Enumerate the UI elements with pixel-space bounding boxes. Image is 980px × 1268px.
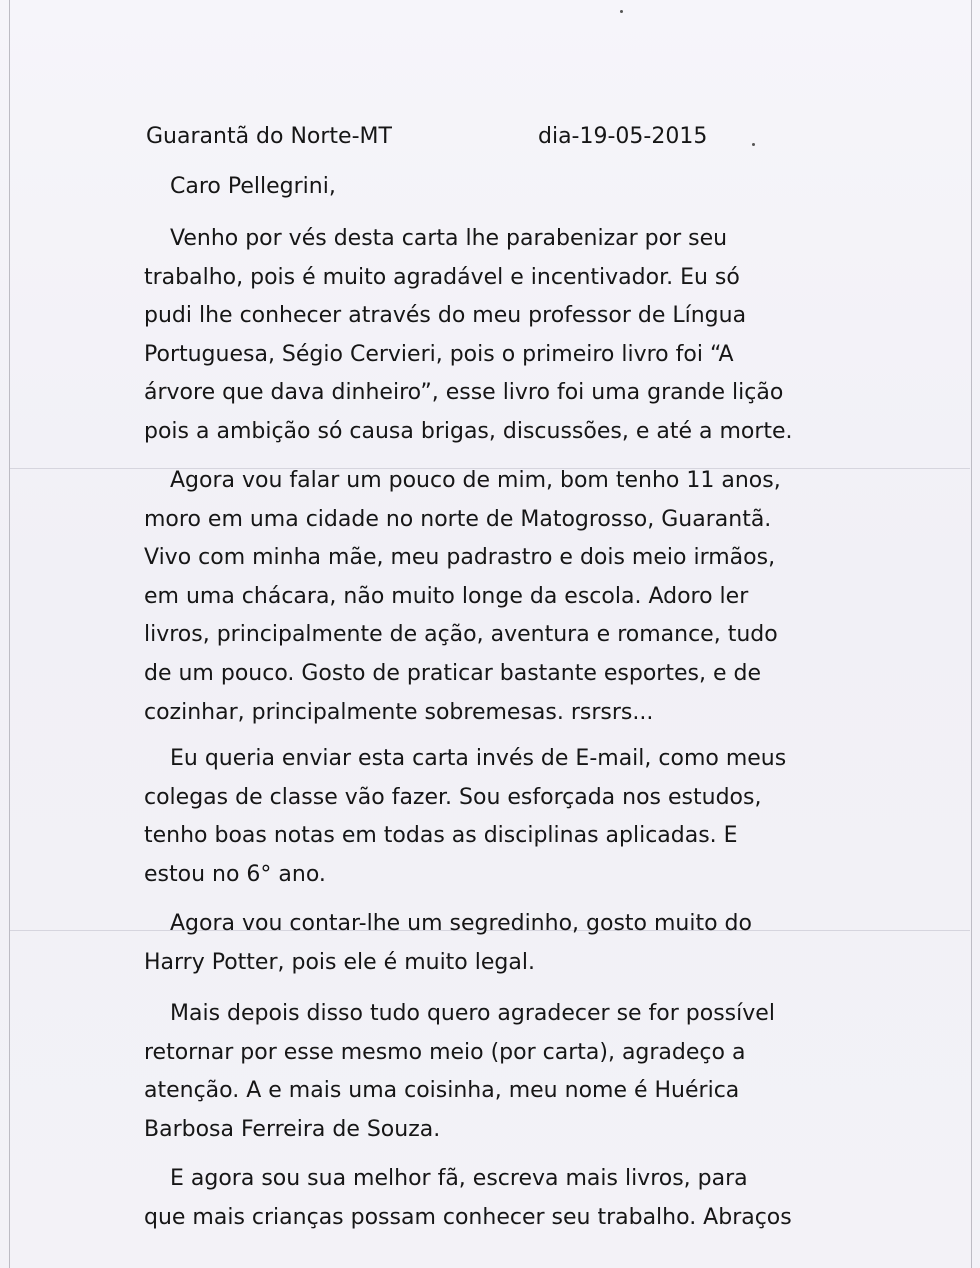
page-right-edge (971, 0, 972, 1268)
text-line: colegas de classe vão fazer. Sou esforçada nos estudos, (144, 784, 762, 810)
text-line: estou no 6° ano. (144, 861, 326, 887)
text-line: Agora vou falar um pouco de mim, bom tenho 11 anos, (170, 468, 781, 493)
paper-speck (752, 143, 755, 146)
page-left-edge (9, 0, 10, 1268)
letter-salutation: Caro Pellegrini, (170, 174, 336, 199)
letter-paragraph (144, 220, 834, 452)
text-line: em uma chácara, não muito longe da escola. Adoro ler (144, 583, 749, 609)
text-line: retornar por esse mesmo meio (por carta), agradeço a (144, 1039, 746, 1065)
text-line: Barbosa Ferreira de Souza. (144, 1116, 441, 1142)
letter-date: dia-19-05-2015 (538, 124, 708, 149)
paper-speck (620, 10, 623, 13)
text-line: Venho por vés desta carta lhe parabenizar por seu (170, 226, 728, 251)
text-line: livros, principalmente de ação, aventura e romance, tudo (144, 622, 778, 648)
text-line: E agora sou sua melhor fã, escreva mais livros, para (170, 1166, 748, 1191)
text-line: Portuguesa, Ségio Cervieri, pois o primeiro livro foi “A (144, 341, 734, 367)
text-line: Agora vou contar-lhe um segredinho, gosto muito do (170, 911, 752, 936)
text-line: atenção. A e mais uma coisinha, meu nome é Huérica (144, 1078, 740, 1104)
letter-paragraph (144, 462, 834, 732)
text-line: árvore que dava dinheiro”, esse livro foi uma grande lição (144, 380, 784, 406)
text-line: pois a ambição só causa brigas, discussões, e até a morte. (144, 418, 793, 444)
letter-header (146, 120, 746, 154)
text-line: Eu queria enviar esta carta invés de E-mail, como meus (170, 746, 787, 771)
text-line: Vivo com minha mãe, meu padrastro e dois meio irmãos, (144, 545, 776, 571)
text-line: tenho boas notas em todas as disciplinas aplicadas. E (144, 823, 738, 849)
text-line: pudi lhe conhecer através do meu professor de Língua (144, 303, 747, 329)
text-line: moro em uma cidade no norte de Matogrosso, Guarantã. (144, 506, 772, 532)
text-line: Mais depois disso tudo quero agradecer se for possível (170, 1001, 775, 1026)
letter-paragraph (144, 740, 834, 894)
letter-paragraph (144, 1160, 834, 1237)
text-line: trabalho, pois é muito agradável e incentivador. Eu só (144, 264, 740, 290)
text-line: que mais crianças possam conhecer seu trabalho. Abraços (144, 1204, 792, 1230)
letter-paragraph (144, 905, 834, 982)
letter-paragraph (144, 995, 834, 1149)
text-line: cozinhar, principalmente sobremesas. rsrsrs... (144, 699, 654, 725)
letter-place: Guarantã do Norte-MT (146, 124, 392, 149)
text-line: Harry Potter, pois ele é muito legal. (144, 949, 535, 975)
text-line: de um pouco. Gosto de praticar bastante esportes, e de (144, 660, 761, 686)
